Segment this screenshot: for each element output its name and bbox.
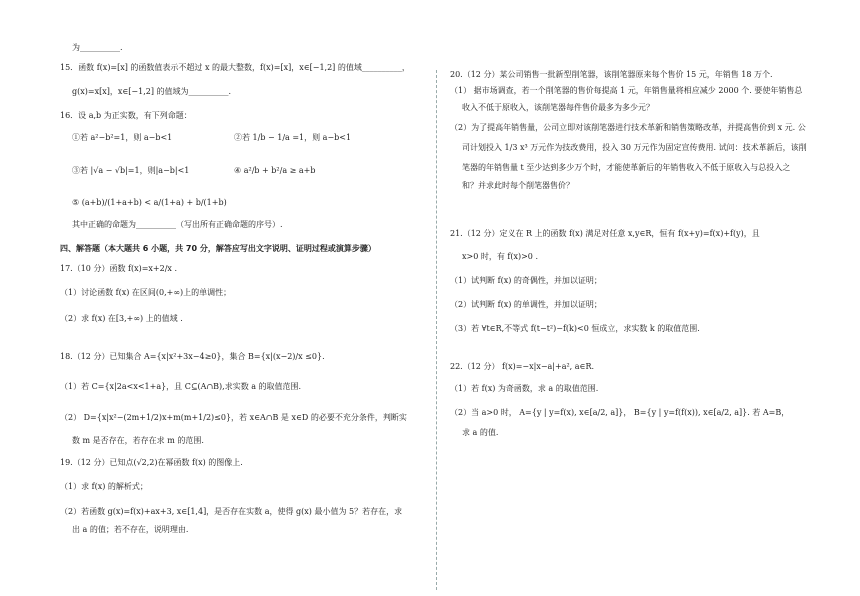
q19-part-1: （1）求 f(x) 的解析式； xyxy=(60,482,148,491)
q22-stem: 22.（12 分） f(x)=−x|x−a|+a², a∈R. xyxy=(450,362,595,371)
q16-answer-line: 其中正确的命题为__________（写出所有正确命题的序号）. xyxy=(72,220,283,229)
q22-part-2-cont: 求 a 的值. xyxy=(462,428,499,437)
q20-part-2-cont-1: 司计划投入 1/3 x³ 万元作为技改费用，投入 30 万元作为固定宣传费用. 试问：技术革新后，该削 xyxy=(462,143,807,152)
q17-stem: 17.（10 分）函数 f(x)=x+2/x . xyxy=(60,264,178,273)
q21-stem: 21.（12 分）定义在 R 上的函数 f(x) 满足对任意 x,y∈R，恒有 f(x+y)=f(x)+f(y)，且 xyxy=(450,229,760,238)
q21-part-1: （1）试判断 f(x) 的奇偶性，并加以证明； xyxy=(450,276,602,285)
q16-option-2: ②若 1/b − 1/a =1，则 a−b<1 xyxy=(234,133,352,142)
q16-option-1: ①若 a²−b²=1，则 a−b<1 xyxy=(72,133,173,142)
q22-part-2: （2）当 a>0 时， A={y | y=f(x), x∈[a/2, a]}， B={y | y=f(f(x)), x∈[a/2, a]}. 若 A=B， xyxy=(450,408,790,417)
q20-part-2-cont-3: 和？并求此时每个削笔器售价？ xyxy=(462,181,574,190)
q20-part-2-cont-2: 笔器的年销售量 t 至少达到多少万个时，才能使革新后的年销售收入不低于原收入与总投入之 xyxy=(462,163,791,172)
q18-stem: 18.（12 分）已知集合 A={x|x²+3x−4≥0}，集合 B={x|(x−2)/x ≤0}. xyxy=(60,352,325,361)
q17-part-2: （2）求 f(x) 在[3,+∞) 上的值域 . xyxy=(60,314,183,323)
q17-part-1: （1）讨论函数 f(x) 在区间(0,+∞)上的单调性； xyxy=(60,288,232,297)
q16-option-3: ③若 |√a − √b|=1，则|a−b|<1 xyxy=(72,166,190,175)
q19-stem: 19.（12 分）已知点(√2,2)在幂函数 f(x) 的图像上. xyxy=(60,458,243,467)
q16-option-4: ④ a²/b + b²/a ≥ a+b xyxy=(234,166,316,175)
q21-stem-cont: x>0 时，有 f(x)>0 . xyxy=(462,252,538,261)
q15-line-1: 15．函数 f(x)=[x] 的函数值表示不超过 x 的最大整数，f(x)=[x]，x∈[−1,2] 的值域__________， xyxy=(60,63,410,72)
column-divider xyxy=(436,70,437,590)
q21-part-2: （2）试判断 f(x) 的单调性，并加以证明； xyxy=(450,300,602,309)
q14-blank-line: 为__________. xyxy=(72,43,123,52)
section-heading-solutions: 四、解答题（本大题共 6 小题，共 70 分，解答应写出文字说明、证明过程或演算步骤） xyxy=(60,244,376,253)
q20-part-1: （1） 据市场调查，若一个削笔器的售价每提高 1 元，年销售量将相应减少 2000 个. 要使年销售总 xyxy=(450,86,803,95)
q22-part-1: （1）若 f(x) 为奇函数，求 a 的取值范围. xyxy=(450,384,599,393)
q16-intro: 16．设 a,b 为正实数，有下列命题： xyxy=(60,111,192,120)
q16-option-5: ⑤ (a+b)/(1+a+b) < a/(1+a) + b/(1+b) xyxy=(72,198,227,207)
q20-part-1-cont: 收入不低于原收入，该削笔器每件售价最多为多少元？ xyxy=(462,103,654,112)
q19-part-2: （2）若函数 g(x)=f(x)+ax+3, x∈[1,4]，是否存在实数 a，使得 g(x) 最小值为 5？若存在，求 xyxy=(60,507,403,516)
q21-part-3: （3）若 ∀t∈R,不等式 f(t−t²)−f(k)<0 恒成立，求实数 k 的取值范围. xyxy=(450,324,700,333)
q18-part-2: （2） D={x|x²−(2m+1/2)x+m(m+1/2)≤0}，若 x∈A∩B 是 x∈D 的必要不充分条件，判断实 xyxy=(60,413,407,422)
q19-part-2-cont: 出 a 的值；若不存在，说明理由. xyxy=(72,525,189,534)
q20-stem: 20.（12 分）某公司销售一批新型削笔器，该削笔器原来每个售价 15 元，年销售 18 万个. xyxy=(450,70,773,79)
q20-part-2: （2）为了提高年销售量，公司立即对该削笔器进行技术革新和销售策略改革，并提高售价到 x 元. 公 xyxy=(450,123,806,132)
q15-line-2: g(x)=x[x]，x∈[−1,2] 的值域为__________. xyxy=(72,87,232,96)
q18-part-2-cont: 数 m 是否存在，若存在求 m 的范围. xyxy=(72,436,204,445)
q18-part-1: （1）若 C={x|2a<x<1+a}，且 C⊆(A∩B),求实数 a 的取值范围. xyxy=(60,382,302,391)
